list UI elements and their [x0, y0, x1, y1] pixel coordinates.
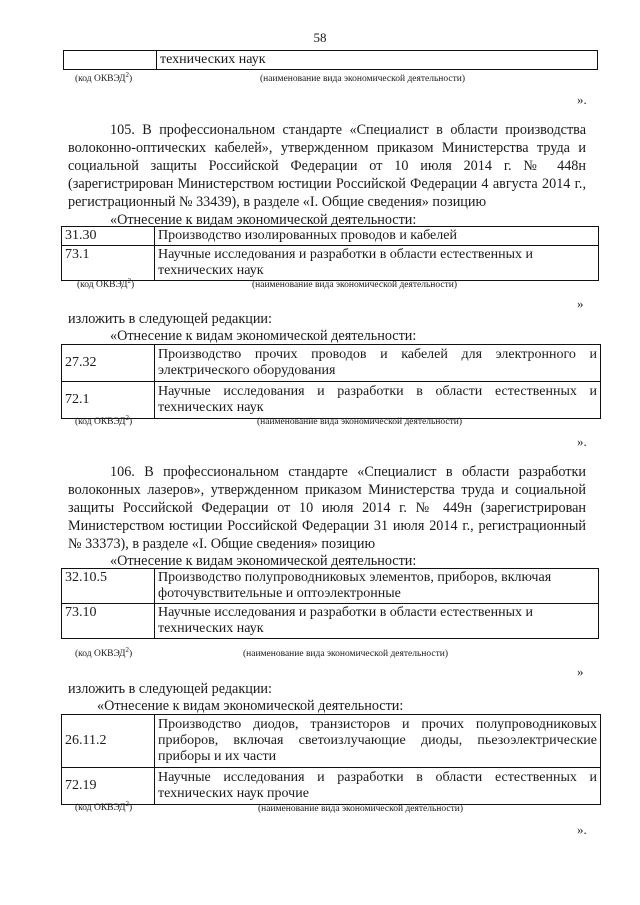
okved-code-caption: (код ОКВЭД$^2$)	[77, 277, 135, 291]
item-105-intro: 105. В профессиональном стандарте «Специалист в области производства волоконно-оптических кабелей», утвержденном приказом Министерства труда и социальной защиты Российской Федерации от 10 июля 2014 г. № 448н (зарегистрирован Министерством юстиции Российской Федерации 4 августа 2014 г., регистрационный № 33439), в разделе «I. Общие сведения» позицию	[68, 122, 586, 210]
okved-code-cell: 26.11.2	[62, 715, 155, 768]
page-number: 58	[313, 30, 327, 45]
okved-table-105-old	[61, 226, 599, 281]
table-row	[62, 246, 599, 281]
activity-name-caption: (наименование вида экономической деятельности)	[257, 417, 462, 427]
activity-name-cell: Научные исследования и разработки в области естественных и технических наук	[155, 246, 599, 281]
okved-code-cell: 73.10	[62, 604, 155, 639]
table-row	[62, 345, 601, 382]
okved-code-cell: 32.10.5	[62, 569, 155, 604]
activity-name-cell: технических наук	[157, 51, 598, 70]
okved-code-cell	[64, 51, 157, 70]
activity-name-cell: Производство полупроводниковых элементов, приборов, включая фоточувствительные и оптоэлектронные	[155, 569, 599, 604]
activity-name-cell: Научные исследования и разработки в области естественных и технических наук	[155, 604, 599, 639]
closing-quote: ».	[577, 92, 587, 107]
okved-table-106-new	[61, 714, 601, 805]
okved-table-105-new	[61, 344, 601, 419]
activity-name-cell: Научные исследования и разработки в области естественных и технических наук	[155, 382, 601, 419]
table-row	[62, 569, 599, 604]
closing-quote: ».	[577, 434, 587, 449]
activity-name-cell: Производство диодов, транзисторов и прочих полупроводниковых приборов, включая светоизлучающие диоды, пьезоэлектрические приборы и их части	[155, 715, 601, 768]
item-105-replace-text: изложить в следующей редакции:	[68, 311, 272, 327]
activity-name-cell: Производство изолированных проводов и кабелей	[155, 227, 599, 246]
closing-quote: »	[577, 296, 584, 311]
item-106-new-heading: «Отнесение к видам экономической деятельности:	[97, 698, 404, 714]
item-106-replace-text: изложить в следующей редакции:	[68, 681, 272, 697]
okved-table-continued	[63, 50, 598, 70]
activity-name-cell: Научные исследования и разработки в области естественных и технических наук прочие	[155, 768, 601, 805]
table-row	[62, 382, 601, 419]
item-106-heading: «Отнесение к видам экономической деятельности:	[110, 553, 417, 569]
okved-code-cell: 31.30	[62, 227, 155, 246]
table-row	[62, 715, 601, 768]
activity-name-caption: (наименование вида экономической деятельности)	[260, 74, 465, 84]
table-row	[62, 768, 601, 805]
table-row	[64, 51, 598, 70]
okved-code-cell: 27.32	[62, 345, 155, 382]
okved-code-caption: (код ОКВЭД$^2$)	[75, 71, 133, 85]
okved-code-cell: 72.19	[62, 768, 155, 805]
okved-code-caption: (код ОКВЭД$^2$)	[75, 646, 133, 660]
item-105-heading: «Отнесение к видам экономической деятельности:	[110, 212, 417, 228]
table-row	[62, 604, 599, 639]
item-106-intro: 106. В профессиональном стандарте «Специалист в области разработки волоконных лазеров», утвержденном приказом Министерства труда и социальной защиты Российской Федерации от 10 июля 2014 г. № 449н (зарегистрирован Министерством юстиции Российской Федерации 31 июля 2014 г., регистрационный № 33373), в разделе «I. Общие сведения» позицию	[68, 464, 586, 552]
activity-name-caption: (наименование вида экономической деятельности)	[258, 804, 463, 814]
item-105-new-heading: «Отнесение к видам экономической деятельности:	[110, 328, 417, 344]
table-row	[62, 227, 599, 246]
okved-table-106-old	[61, 568, 599, 639]
okved-code-cell: 72.1	[62, 382, 155, 419]
activity-name-cell: Производство прочих проводов и кабелей для электронного и электрического оборудования	[155, 345, 601, 382]
okved-code-cell: 73.1	[62, 246, 155, 281]
activity-name-caption: (наименование вида экономической деятельности)	[252, 280, 457, 290]
activity-name-caption: (наименование вида экономической деятельности)	[243, 649, 448, 659]
okved-code-caption: (код ОКВЭД$^2$)	[75, 800, 133, 814]
closing-quote: »	[577, 664, 584, 679]
okved-code-caption: (код ОКВЭД$^2$)	[75, 414, 133, 428]
closing-quote: ».	[577, 822, 587, 837]
